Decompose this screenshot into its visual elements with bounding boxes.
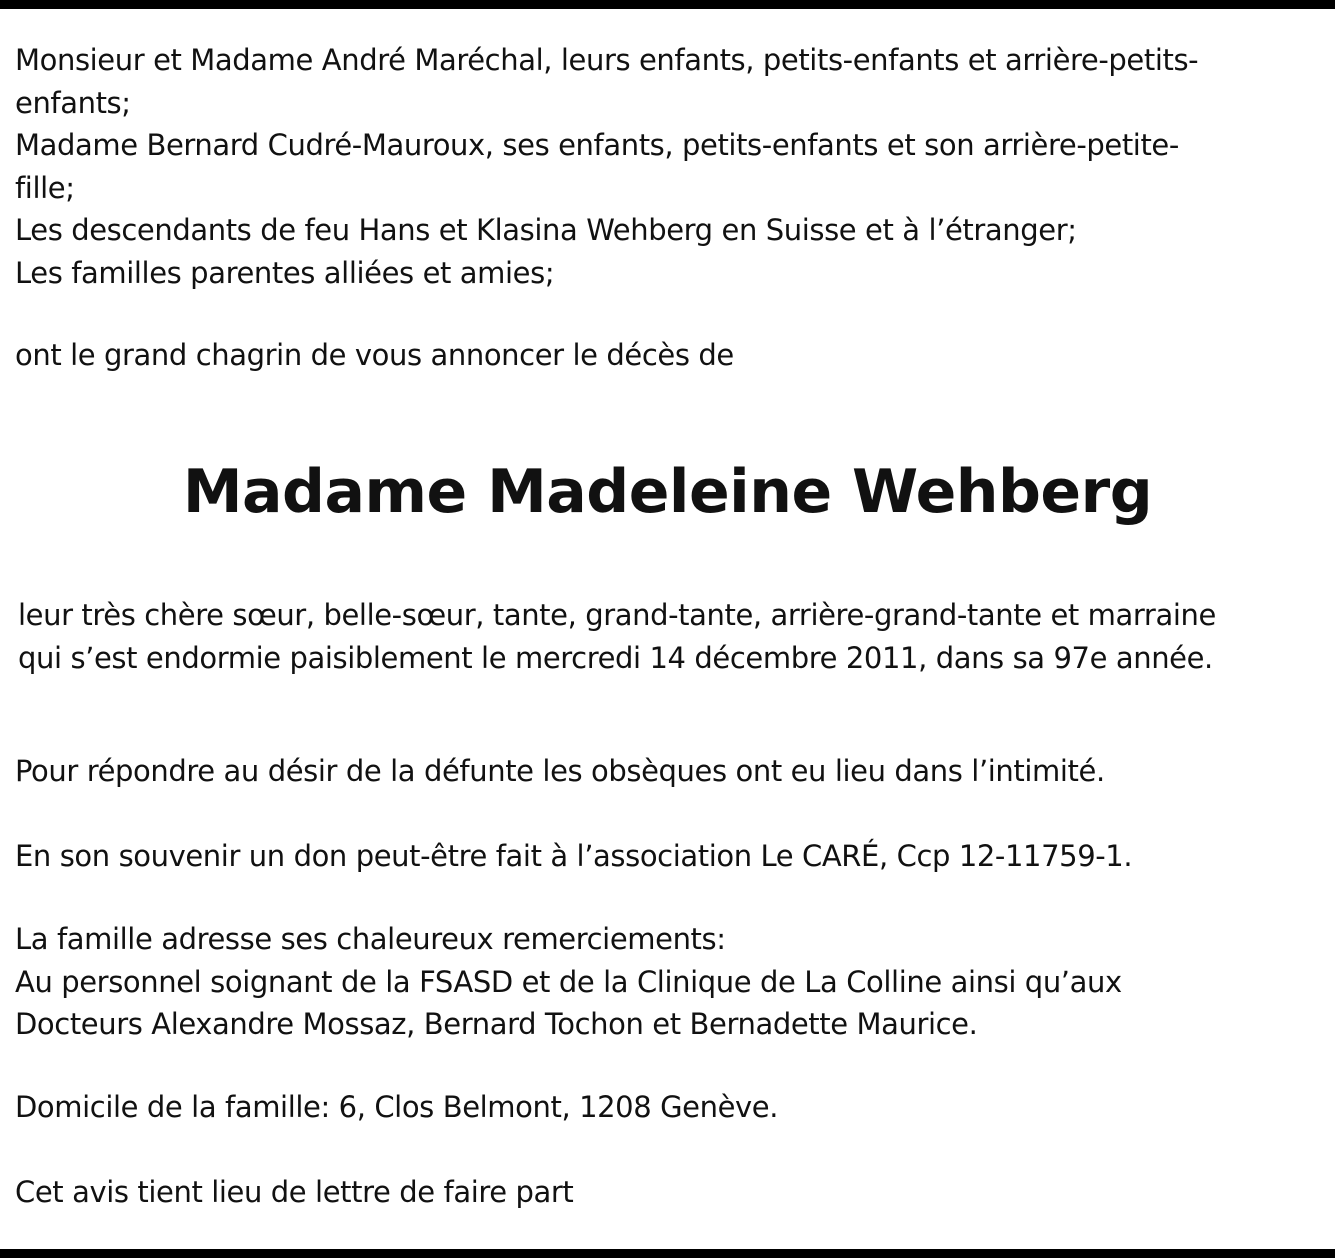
family-line: enfants; xyxy=(15,85,131,120)
top-border-rule xyxy=(0,0,1335,9)
bottom-border-rule xyxy=(0,1249,1335,1258)
family-line: fille; xyxy=(15,170,75,205)
family-line: Madame Bernard Cudré-Mauroux, ses enfants, petits-enfants et son arrière-petite- xyxy=(15,128,1179,162)
thanks-text xyxy=(15,918,1325,1046)
relation-text xyxy=(18,594,1328,679)
announcement-text: ont le grand chagrin de vous annoncer le décès de xyxy=(15,338,734,372)
thanks-line: Au personnel soignant de la FSASD et de la Clinique de La Colline ainsi qu’aux xyxy=(15,964,1122,999)
funeral-text: Pour répondre au désir de la défunte les obsèques ont eu lieu dans l’intimité. xyxy=(15,754,1105,788)
family-line: Monsieur et Madame André Maréchal, leurs enfants, petits-enfants et arrière-petits- xyxy=(15,43,1199,77)
family-line: Les descendants de feu Hans et Klasina Wehberg en Suisse et à l’étranger; xyxy=(15,213,1077,247)
domicile-text: Domicile de la famille: 6, Clos Belmont, 1208 Genève. xyxy=(15,1090,779,1124)
deceased-name: Madame Madeleine Wehberg xyxy=(182,457,1153,527)
donation-text: En son souvenir un don peut-être fait à l’association Le CARÉ, Ccp 12-11759-1. xyxy=(15,839,1133,873)
closing-text: Cet avis tient lieu de lettre de faire part xyxy=(15,1175,574,1209)
thanks-line: Docteurs Alexandre Mossaz, Bernard Tochon et Bernadette Maurice. xyxy=(15,1007,978,1041)
family-line: Les familles parentes alliées et amies; xyxy=(15,255,555,290)
relation-line: leur très chère sœur, belle-sœur, tante, grand-tante, arrière-grand-tante et marraine xyxy=(18,598,1216,632)
thanks-line: La famille adresse ses chaleureux remerciements: xyxy=(15,922,726,956)
family-list xyxy=(15,39,1325,294)
relation-line: qui s’est endormie paisiblement le mercredi 14 décembre 2011, dans sa 97e année. xyxy=(18,640,1213,675)
